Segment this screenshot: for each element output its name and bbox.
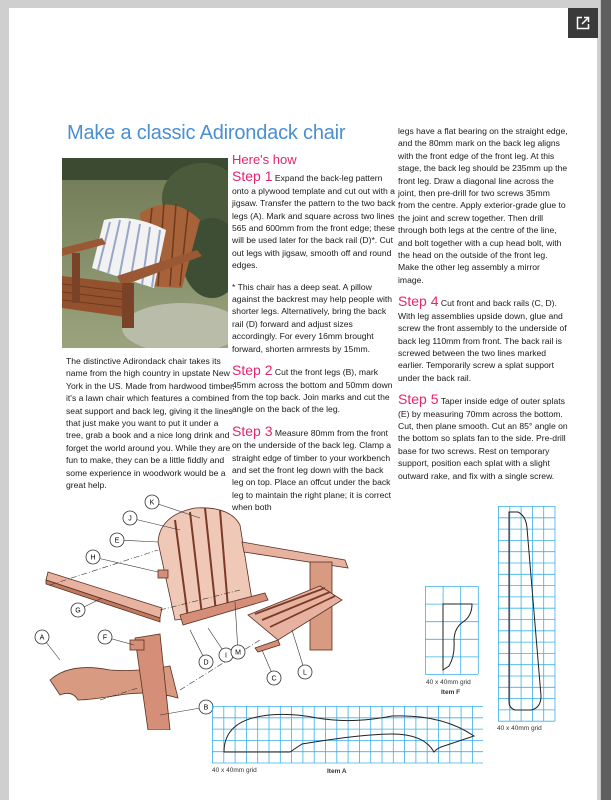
viewer-top-margin xyxy=(9,0,597,8)
part-label: E xyxy=(114,537,120,545)
exploded-chair-diagram xyxy=(30,490,360,730)
part-label: H xyxy=(90,554,96,562)
item-a-pattern-grid xyxy=(212,706,484,764)
step-3-text: Measure 80mm from the front on the underside of the back leg. Clamp a straight edge of timber to your workbench and set the front leg down with the back leg on top. Place an offcut under the back leg to maintain the right plane; it is correct when both xyxy=(232,427,392,513)
popout-button[interactable] xyxy=(568,8,598,38)
part-callout-d xyxy=(190,630,213,669)
intro-text-column xyxy=(66,355,236,500)
part-callout-i xyxy=(208,628,233,662)
part-label: G xyxy=(75,607,81,615)
item-f-pattern-grid xyxy=(425,586,479,676)
chair-photo xyxy=(62,158,228,348)
heres-how-heading: Here's how xyxy=(232,152,297,167)
item-f-grid-caption: 40 x 40mm grid xyxy=(426,679,471,686)
step-5-text: Taper inside edge of outer splats (E) by measuring 70mm across the bottom. Cut, then plane smooth. Cut an 85° angle on the bottom so splats fan to the side. Pre-drill base for two screws. Rest on temporary support, position each splat with a slight outward rake, and fix with a single screw. xyxy=(398,396,568,481)
step-4-text: Cut front and back rails (C, D). With leg assemblies upside down, glue and screw the front assembly to the underside of back leg 110mm from front. The back rail is screwed between the two lines marked earlier. Temporarily screw a splat support under the back rail. xyxy=(398,298,567,383)
part-callout-l xyxy=(292,630,312,679)
part-label: A xyxy=(39,634,45,642)
part-label: F xyxy=(102,634,108,642)
part-label: D xyxy=(203,659,209,667)
instructions-column-right xyxy=(398,125,568,491)
external-link-icon xyxy=(576,16,590,30)
intro-paragraph: The distinctive Adirondack chair takes its name from the high country in upstate New York in the US. Made from hardwood timber, it's a lawn chair which features a combined seat support and back leg, giving it the lines that just make you want to put it under a tree, grab a book and a nice long drink and forget the world around you. While they are fun to make, they can be a little fiddly and some experience in woodwork would be a great help. xyxy=(66,356,235,491)
instructions-column-middle xyxy=(232,154,397,523)
part-label: J xyxy=(128,515,132,523)
part-label: I xyxy=(225,652,227,660)
step-5-label: Step 5 xyxy=(398,391,439,408)
item-a-label: Item A xyxy=(327,768,347,775)
step-5 xyxy=(398,393,568,482)
part-callout-c xyxy=(262,650,281,685)
step-2 xyxy=(232,364,397,416)
footnote: * This chair has a deep seat. A pillow against the backrest may help people with shorter legs. Alternatively, bring the back rail (D) forward and adjust sizes accordingly. For every 16mm brought forward, shorten armrests by 15mm. xyxy=(232,281,393,354)
step-4-label: Step 4 xyxy=(398,293,439,310)
tall-grid-caption: 40 x 40mm grid xyxy=(497,725,542,732)
step-1 xyxy=(232,170,397,271)
part-callout-f xyxy=(98,630,134,645)
step-2-label: Step 2 xyxy=(232,362,273,379)
part-label: L xyxy=(303,669,307,677)
article-title: Make a classic Adirondack chair xyxy=(67,122,346,144)
step-2-text: Cut the front legs (B), mark 45mm across the bottom and 50mm down from the top back. Join marks and cut the angle on the back of the leg. xyxy=(232,367,393,415)
part-label: K xyxy=(149,499,155,507)
tall-pattern-grid xyxy=(498,506,556,722)
step-4 xyxy=(398,295,568,384)
part-callout-a xyxy=(35,630,60,660)
step-1-label: Step 1 xyxy=(232,168,273,185)
item-a-grid-caption: 40 x 40mm grid xyxy=(212,767,257,774)
step-1-text: Expand the back-leg pattern onto a plywood template and cut out with a jigsaw. Transfer the pattern to the two back legs (A). Mark and square across two lines 565 and 600mm from the front edge; these will be used later for the back rail (D)*. Cut out legs with jigsaw, smooth off and round edges. xyxy=(232,173,396,271)
part-label: B xyxy=(203,704,209,712)
item-f-label: Item F xyxy=(441,689,461,696)
part-callout-e xyxy=(110,533,158,547)
step-3-continued: legs have a flat bearing on the straight edge, and the 80mm mark on the back leg aligns with the front edge of the front leg. At this stage, the back leg should be 235mm up the front leg. Draw a diagonal line across the joint, then pre-drill for two screws 35mm from the centre. Apply exterior-grade glue to the joint and screw together. Then drill through both legs at the centre of the line, and bolt together with a cup head bolt, with the head on the outside of the front leg. Make the other leg assembly a mirror image. xyxy=(398,126,568,285)
step-3-label: Step 3 xyxy=(232,422,273,439)
vertical-scrollbar[interactable] xyxy=(600,0,611,800)
part-label: M xyxy=(235,649,241,657)
part-label: C xyxy=(271,675,277,683)
